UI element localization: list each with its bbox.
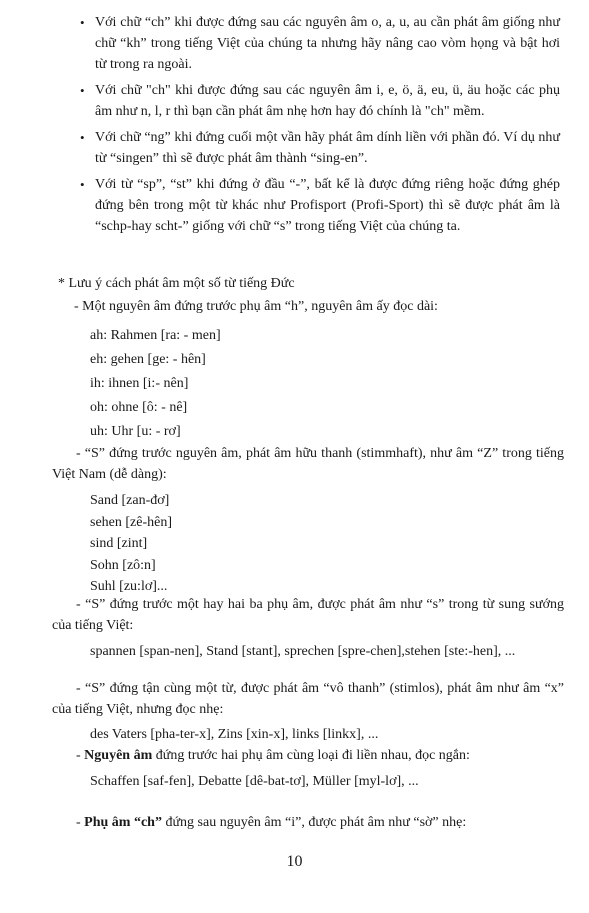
page-number: 10 [286,853,303,870]
rule-double-consonant-section [52,745,564,793]
rule-s-consonant-section [52,594,564,662]
bullet-item: • Với từ “sp”, “st” khi đứng ở đầu “-”, bất kể là được đứng riêng hoặc đứng ghép đứng bên trong một từ khác như Profisport (Profi-Sport) thì sẽ được phát âm là “schp-hay scht-” giống với chữ “s” trong tiếng Việt của chúng ta. [80,174,560,237]
rule-s-vowel-text: - “S” đứng trước nguyên âm, phát âm hữu thanh (stimmhaft), như âm “Z” trong tiếng Việt Nam (dễ dàng): [52,446,564,482]
example-line: oh: ohne [ô: - nê] [90,400,188,415]
example-line: ih: ihnen [i:- nên] [90,376,189,391]
example-line: des Vaters [pha-ter-x], Zins [xin-x], links [linkx], ... [90,727,379,742]
example-line: ah: Rahmen [ra: - men] [90,328,221,343]
rule-h-section [52,296,564,444]
rule-s-end-text: - “S” đứng tận cùng một từ, được phát âm “vô thanh” (stimlos), phát âm như âm “x” của tiếng Việt, nhưng đọc nhẹ: [52,681,564,717]
bullet-dot: • [80,83,85,98]
example-line: eh: gehen [ge: - hên] [90,352,206,367]
rule-s-vowel-section [52,443,564,598]
bullet-item: • Với chữ "ch" khi được đứng sau các nguyên âm i, e, ö, ä, eu, ü, äu hoặc các phụ âm như n, l, r thì bạn cần phát âm nhẹ hơn hay đó chính là "ch" mềm. [80,80,560,122]
bullet-list [80,12,560,242]
example-line: Sohn [zô:n] [90,557,156,573]
example-line: Schaffen [saf-fen], Debatte [dê-bat-tơ], Müller [myl-lơ], ... [90,774,419,789]
example-line: sind [zint] [90,536,148,551]
example-line: uh: Uhr [u: - rơ] [90,424,181,439]
rule-s-end-section [52,678,564,746]
bullet-item: • Với chữ “ng” khi đứng cuối một vần hãy phát âm dính liền với phần đó. Ví dụ như từ “singen” thì sẽ được phát âm thành “sing-en”. [80,127,560,169]
rule-s-consonant-text: - “S” đứng trước một hay hai ba phụ âm, được phát âm như “s” trong từ sung sướng của tiếng Việt: [52,597,564,633]
bullet-dot: • [80,130,85,145]
example-line: Sand [zan-đơ] [90,493,170,508]
bullet-dot: • [80,177,85,192]
bullet-item: • Với chữ “ch” khi được đứng sau các nguyên âm o, a, u, au cần phát âm giống như chữ “kh” trong tiếng Việt của chúng ta nhưng hãy nâng cao vòm họng và bật hơi từ trong ra ngoài. [80,12,560,75]
rule-ch-text: - Phụ âm “ch” đứng sau nguyên âm “i”, được phát âm như “sờ” nhẹ: [76,815,467,830]
rule-ch-section [52,812,564,833]
example-line: spannen [span-nen], Stand [stant], sprechen [spre-chen],stehen [ste:-hen], ... [90,644,516,659]
example-line: Suhl [zu:lơ]... [90,579,168,594]
example-line: sehen [zê-hên] [90,514,173,530]
note-heading: * Lưu ý cách phát âm một số từ tiếng Đức [58,276,295,291]
rule-h-text: - Một nguyên âm đứng trước phụ âm “h”, nguyên âm ấy đọc dài: [74,299,438,314]
bullet-dot: • [80,15,85,30]
rule-double-text: - Nguyên âm đứng trước hai phụ âm cùng loại đi liền nhau, đọc ngắn: [76,748,470,763]
